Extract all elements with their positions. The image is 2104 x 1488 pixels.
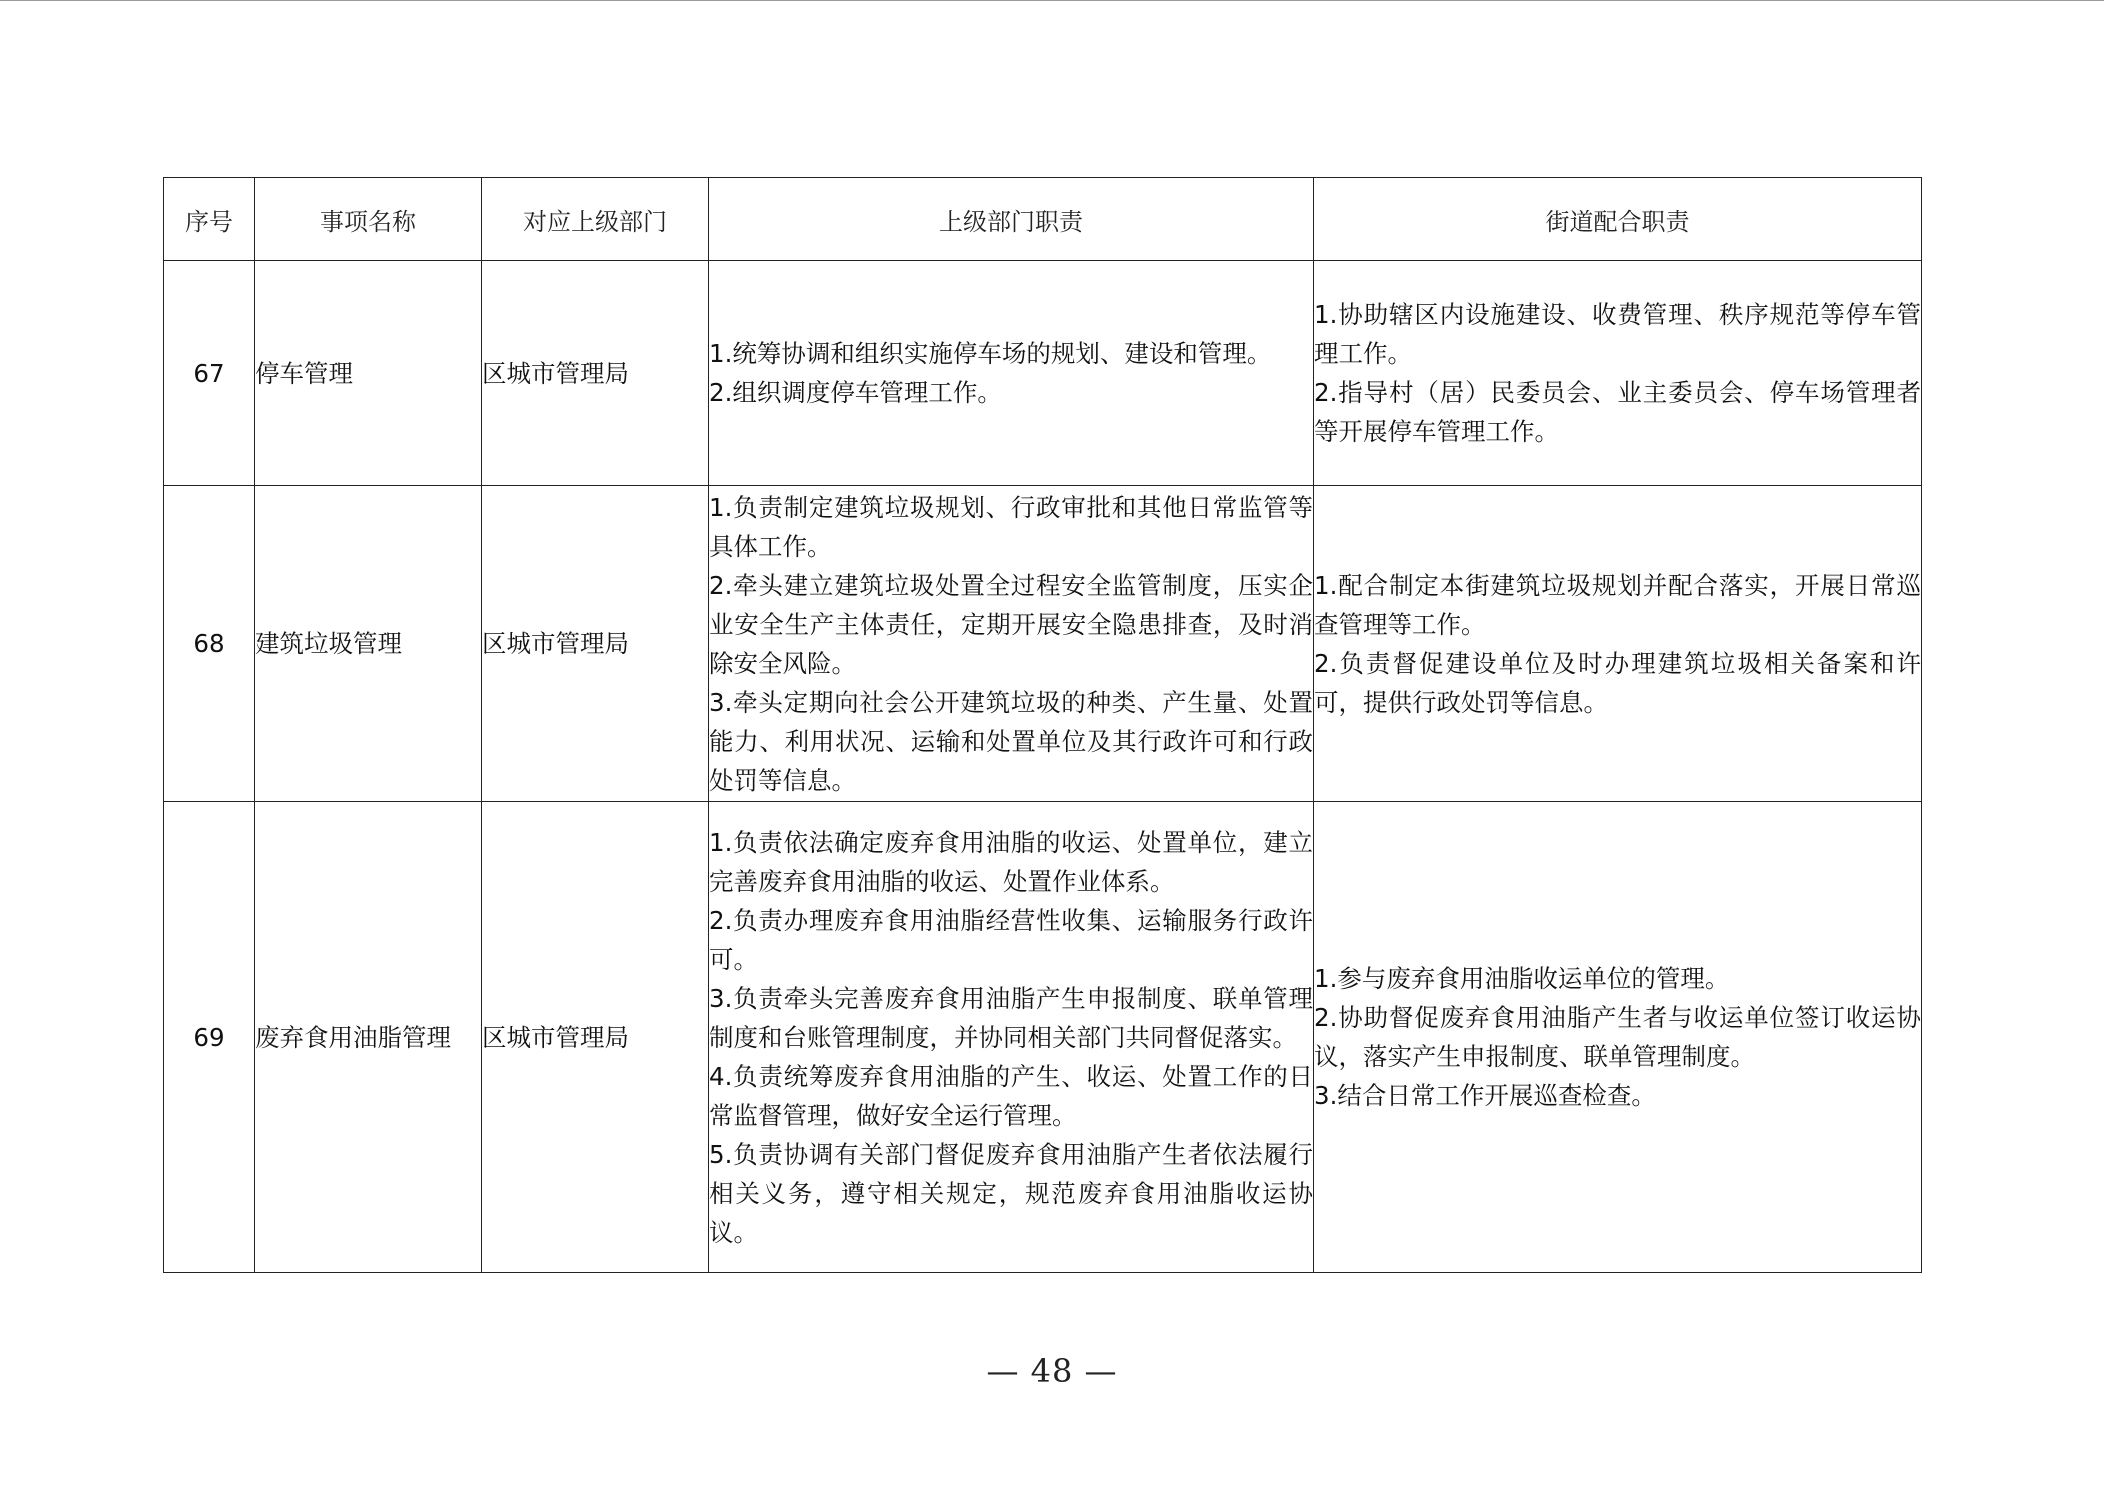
table-row (164, 486, 1922, 802)
upper-duty-cell (709, 261, 1314, 486)
duty-table (163, 177, 1922, 1273)
item-name: 废弃食用油脂管理 (255, 802, 482, 1273)
item-name: 停车管理 (255, 261, 482, 486)
street-duty-item: 2.指导村（居）民委员会、业主委员会、停车场管理者等开展停车管理工作。 (1314, 378, 1921, 446)
dept-name: 区城市管理局 (482, 802, 709, 1273)
street-duty-cell (1314, 486, 1922, 802)
upper-duty-item: 2.牵头建立建筑垃圾处置全过程安全监管制度，压实企业安全生产主体责任，定期开展安全隐患排查，及时消除安全风险。 (709, 570, 1313, 678)
page-top-rule (0, 0, 2104, 1)
row-num: 69 (164, 802, 255, 1273)
dept-name: 区城市管理局 (482, 486, 709, 802)
header-name: 事项名称 (255, 178, 482, 261)
dept-name: 区城市管理局 (482, 261, 709, 486)
table-row (164, 802, 1922, 1273)
upper-duty-item: 5.负责协调有关部门督促废弃食用油脂产生者依法履行相关义务，遵守相关规定，规范废弃食用油脂收运协议。 (709, 1139, 1313, 1247)
street-duty-item: 1.协助辖区内设施建设、收费管理、秩序规范等停车管理工作。 (1314, 300, 1921, 368)
upper-duty-item: 3.牵头定期向社会公开建筑垃圾的种类、产生量、处置能力、利用状况、运输和处置单位及其行政许可和行政处罚等信息。 (709, 687, 1313, 795)
upper-duty-cell (709, 802, 1314, 1273)
street-duty-item: 2.协助督促废弃食用油脂产生者与收运单位签订收运协议，落实产生申报制度、联单管理制度。 (1314, 1003, 1921, 1071)
upper-duty-item: 1.负责制定建筑垃圾规划、行政审批和其他日常监管等具体工作。 (709, 492, 1313, 561)
header-num: 序号 (164, 178, 255, 261)
row-num: 68 (164, 486, 255, 802)
upper-duty-item: 4.负责统筹废弃食用油脂的产生、收运、处置工作的日常监督管理，做好安全运行管理。 (709, 1061, 1313, 1130)
page-number: — 48 — (986, 1352, 1118, 1390)
header-dept: 对应上级部门 (482, 178, 709, 261)
street-duty-item: 2.负责督促建设单位及时办理建筑垃圾相关备案和许可，提供行政处罚等信息。 (1314, 648, 1921, 717)
table-row (164, 261, 1922, 486)
street-duty-item: 3.结合日常工作开展巡查检查。 (1314, 1081, 1656, 1110)
upper-duty-item: 3.负责牵头完善废弃食用油脂产生申报制度、联单管理制度和台账管理制度，并协同相关部门共同督促落实。 (709, 983, 1313, 1052)
street-duty-cell (1314, 261, 1922, 486)
upper-duty-item: 2.负责办理废弃食用油脂经营性收集、运输服务行政许可。 (709, 905, 1313, 974)
upper-duty-item: 2.组织调度停车管理工作。 (709, 378, 1002, 407)
header-street-duty: 街道配合职责 (1314, 178, 1922, 261)
upper-duty-cell (709, 486, 1314, 802)
row-num: 67 (164, 261, 255, 486)
item-name: 建筑垃圾管理 (255, 486, 482, 802)
street-duty-item: 1.参与废弃食用油脂收运单位的管理。 (1314, 964, 1730, 993)
street-duty-item: 1.配合制定本街建筑垃圾规划并配合落实，开展日常巡查管理等工作。 (1314, 570, 1921, 639)
header-upper-duty: 上级部门职责 (709, 178, 1314, 261)
street-duty-cell (1314, 802, 1922, 1273)
table-header-row (164, 178, 1922, 261)
upper-duty-item: 1.负责依法确定废弃食用油脂的收运、处置单位，建立完善废弃食用油脂的收运、处置作业体系。 (709, 827, 1313, 896)
upper-duty-item: 1.统筹协调和组织实施停车场的规划、建设和管理。 (709, 339, 1272, 368)
